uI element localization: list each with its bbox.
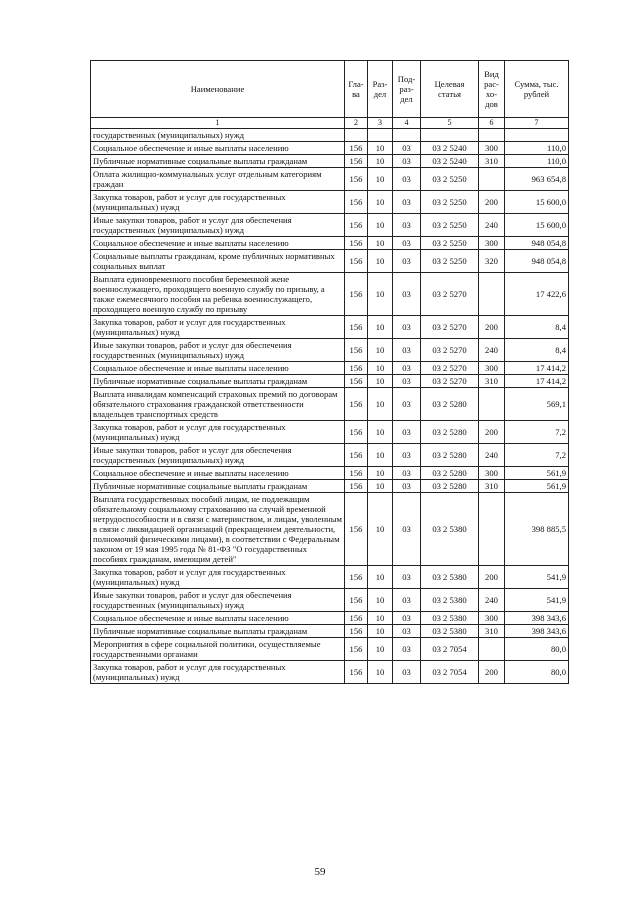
cell-sum: 80,0 [505,638,569,661]
cell-razdel: 10 [368,480,393,493]
cell-name: Публичные нормативные социальные выплаты гражданам [91,155,345,168]
table-row [91,142,569,155]
cell-target: 03 2 5280 [421,421,479,444]
cell-expense: 300 [479,362,505,375]
header-name: Наименование [91,61,345,118]
cell-expense: 200 [479,316,505,339]
table-row [91,493,569,566]
cell-podrazdel: 03 [393,421,421,444]
cell-name: Иные закупки товаров, работ и услуг для обеспечения государственных (муниципальных) нужд [91,589,345,612]
cell-razdel: 10 [368,250,393,273]
cell-target: 03 2 5250 [421,250,479,273]
cell-name: Социальное обеспечение и иные выплаты населению [91,362,345,375]
cell-razdel: 10 [368,638,393,661]
header-razdel: Раз-дел [368,61,393,118]
cell-razdel: 10 [368,155,393,168]
cell-name: Публичные нормативные социальные выплаты гражданам [91,480,345,493]
cell-target: 03 2 5250 [421,237,479,250]
cell-podrazdel: 03 [393,493,421,566]
cell-razdel: 10 [368,661,393,684]
cell-glava: 156 [345,444,368,467]
cell-name: Иные закупки товаров, работ и услуг для обеспечения государственных (муниципальных) нужд [91,339,345,362]
cell-sum: 8,4 [505,339,569,362]
cell-expense: 320 [479,250,505,273]
cell-target: 03 2 5250 [421,191,479,214]
cell-target: 03 2 5250 [421,168,479,191]
cell-podrazdel: 03 [393,237,421,250]
cell-razdel: 10 [368,316,393,339]
cell-target: 03 2 5270 [421,362,479,375]
cell-target: 03 2 5380 [421,589,479,612]
cell-name: Социальное обеспечение и иные выплаты населению [91,612,345,625]
table-row [91,589,569,612]
cell-sum: 948 054,8 [505,250,569,273]
cell-podrazdel: 03 [393,316,421,339]
cell-expense [479,493,505,566]
cell-target: 03 2 5240 [421,142,479,155]
cell-glava: 156 [345,480,368,493]
cell-razdel: 10 [368,421,393,444]
cell-name: Оплата жилищно-коммунальных услуг отдельным категориям граждан [91,168,345,191]
cell-sum: 948 054,8 [505,237,569,250]
cell-name: Закупка товаров, работ и услуг для государственных (муниципальных) нужд [91,661,345,684]
cell-podrazdel: 03 [393,566,421,589]
cell-podrazdel: 03 [393,589,421,612]
cell-sum: 17 414,2 [505,362,569,375]
cell-target: 03 2 5270 [421,375,479,388]
cell-podrazdel: 03 [393,273,421,316]
table-row [91,444,569,467]
cell-expense [479,129,505,142]
cell-target: 03 2 7054 [421,661,479,684]
cell-name: Социальное обеспечение и иные выплаты населению [91,237,345,250]
cell-expense: 200 [479,566,505,589]
table-row [91,480,569,493]
header-sum: Сумма, тыс. рублей [505,61,569,118]
cell-razdel: 10 [368,375,393,388]
cell-name: Социальные выплаты гражданам, кроме публичных нормативных социальных выплат [91,250,345,273]
header-expense: Вид рас-хо-дов [479,61,505,118]
cell-expense: 300 [479,142,505,155]
cell-expense: 310 [479,625,505,638]
cell-razdel: 10 [368,625,393,638]
cell-expense [479,638,505,661]
cell-glava: 156 [345,339,368,362]
cell-glava: 156 [345,493,368,566]
cell-name: Иные закупки товаров, работ и услуг для обеспечения государственных (муниципальных) нужд [91,444,345,467]
table-row [91,237,569,250]
column-number: 3 [368,118,393,129]
cell-podrazdel: 03 [393,444,421,467]
cell-name: Мероприятия в сфере социальной политики, осуществляемые государственными органами [91,638,345,661]
cell-glava: 156 [345,661,368,684]
cell-name: Социальное обеспечение и иные выплаты населению [91,142,345,155]
cell-razdel: 10 [368,444,393,467]
cell-podrazdel: 03 [393,155,421,168]
cell-sum: 110,0 [505,155,569,168]
cell-name: Закупка товаров, работ и услуг для государственных (муниципальных) нужд [91,566,345,589]
table-body [91,129,569,684]
cell-name: Выплата инвалидам компенсаций страховых премий по договорам обязательного страхования гражданской ответственности владельцев транспортных средств [91,388,345,421]
cell-sum: 541,9 [505,589,569,612]
cell-podrazdel: 03 [393,362,421,375]
cell-name: Социальное обеспечение и иные выплаты населению [91,467,345,480]
page-number: 59 [314,866,326,878]
cell-sum: 80,0 [505,661,569,684]
cell-podrazdel: 03 [393,638,421,661]
cell-podrazdel: 03 [393,625,421,638]
cell-target: 03 2 5280 [421,467,479,480]
cell-glava: 156 [345,142,368,155]
cell-target: 03 2 5270 [421,273,479,316]
cell-name: Выплата единовременного пособия беременной жене военнослужащего, проходящего военную службу по призыву, а также ежемесячного пособия на ребенка военнослужащего, проходящего военную службу по призыву [91,273,345,316]
cell-glava: 156 [345,625,368,638]
table-row [91,155,569,168]
cell-glava: 156 [345,237,368,250]
cell-expense: 240 [479,339,505,362]
cell-podrazdel: 03 [393,191,421,214]
column-number-row [91,118,569,129]
cell-expense: 200 [479,191,505,214]
cell-glava [345,129,368,142]
cell-glava: 156 [345,467,368,480]
cell-sum: 541,9 [505,566,569,589]
cell-sum: 963 654,8 [505,168,569,191]
table-row [91,168,569,191]
cell-expense: 240 [479,589,505,612]
cell-sum: 15 600,0 [505,214,569,237]
cell-glava: 156 [345,566,368,589]
cell-podrazdel: 03 [393,339,421,362]
column-number: 4 [393,118,421,129]
table-row [91,362,569,375]
cell-podrazdel: 03 [393,480,421,493]
cell-razdel [368,129,393,142]
cell-expense: 310 [479,480,505,493]
cell-target: 03 2 5270 [421,339,479,362]
cell-name: Публичные нормативные социальные выплаты гражданам [91,375,345,388]
budget-table [90,60,569,684]
cell-podrazdel: 03 [393,612,421,625]
cell-target: 03 2 5280 [421,444,479,467]
cell-glava: 156 [345,638,368,661]
cell-razdel: 10 [368,362,393,375]
table-row [91,612,569,625]
table-row [91,129,569,142]
cell-razdel: 10 [368,142,393,155]
cell-razdel: 10 [368,467,393,480]
cell-expense: 310 [479,375,505,388]
cell-glava: 156 [345,214,368,237]
cell-name: Публичные нормативные социальные выплаты гражданам [91,625,345,638]
cell-expense: 200 [479,421,505,444]
cell-name: Закупка товаров, работ и услуг для государственных (муниципальных) нужд [91,421,345,444]
cell-sum [505,129,569,142]
cell-sum: 8,4 [505,316,569,339]
cell-razdel: 10 [368,214,393,237]
header-target: Целевая статья [421,61,479,118]
cell-expense: 240 [479,444,505,467]
cell-podrazdel: 03 [393,250,421,273]
cell-name: Закупка товаров, работ и услуг для государственных (муниципальных) нужд [91,191,345,214]
table-row [91,273,569,316]
cell-glava: 156 [345,421,368,444]
header-podrazdel: Под-раз-дел [393,61,421,118]
cell-sum: 398 343,6 [505,612,569,625]
cell-podrazdel: 03 [393,168,421,191]
cell-sum: 7,2 [505,444,569,467]
header-row [91,61,569,118]
column-number: 7 [505,118,569,129]
table-row [91,191,569,214]
cell-sum: 561,9 [505,480,569,493]
cell-target: 03 2 5250 [421,214,479,237]
cell-name: Иные закупки товаров, работ и услуг для обеспечения государственных (муниципальных) нужд [91,214,345,237]
cell-razdel: 10 [368,273,393,316]
table-row [91,388,569,421]
cell-sum: 15 600,0 [505,191,569,214]
cell-sum: 398 343,6 [505,625,569,638]
cell-expense [479,388,505,421]
cell-podrazdel: 03 [393,375,421,388]
cell-glava: 156 [345,273,368,316]
cell-expense: 240 [479,214,505,237]
cell-expense: 300 [479,467,505,480]
cell-target: 03 2 7054 [421,638,479,661]
cell-sum: 17 414,2 [505,375,569,388]
cell-podrazdel [393,129,421,142]
cell-glava: 156 [345,388,368,421]
table-row [91,421,569,444]
cell-expense: 200 [479,661,505,684]
table-row [91,375,569,388]
column-number: 5 [421,118,479,129]
table-row [91,467,569,480]
table-row [91,566,569,589]
cell-target: 03 2 5380 [421,612,479,625]
cell-razdel: 10 [368,168,393,191]
cell-expense: 300 [479,237,505,250]
cell-glava: 156 [345,250,368,273]
table-row [91,316,569,339]
cell-razdel: 10 [368,493,393,566]
cell-glava: 156 [345,362,368,375]
cell-sum: 17 422,6 [505,273,569,316]
cell-expense [479,168,505,191]
table-row [91,339,569,362]
cell-target: 03 2 5280 [421,388,479,421]
cell-target: 03 2 5270 [421,316,479,339]
cell-target: 03 2 5380 [421,493,479,566]
cell-glava: 156 [345,375,368,388]
cell-target: 03 2 5280 [421,480,479,493]
cell-razdel: 10 [368,191,393,214]
table-row [91,250,569,273]
column-number: 1 [91,118,345,129]
cell-razdel: 10 [368,589,393,612]
cell-target: 03 2 5380 [421,566,479,589]
cell-razdel: 10 [368,388,393,421]
cell-expense: 300 [479,612,505,625]
table-row [91,625,569,638]
cell-target: 03 2 5240 [421,155,479,168]
cell-glava: 156 [345,316,368,339]
cell-expense: 310 [479,155,505,168]
cell-glava: 156 [345,589,368,612]
cell-name: Закупка товаров, работ и услуг для государственных (муниципальных) нужд [91,316,345,339]
cell-podrazdel: 03 [393,467,421,480]
column-number: 6 [479,118,505,129]
cell-name: Выплата государственных пособий лицам, не подлежащим обязательному социальному страхованию на случай временной нетрудоспособности и в связи с материнством, и лицам, уволенным в связи с ликвидацией организаций (прекращением деятельности, полномочий физическими лицами), в соответствии с Федеральным законом от 19 мая 1995 года № 81-ФЗ "О государственных пособиях гражданам, имеющим детей" [91,493,345,566]
cell-razdel: 10 [368,612,393,625]
cell-sum: 7,2 [505,421,569,444]
cell-podrazdel: 03 [393,661,421,684]
table-row [91,661,569,684]
header-glava: Гла-ва [345,61,368,118]
cell-razdel: 10 [368,566,393,589]
cell-target [421,129,479,142]
cell-podrazdel: 03 [393,214,421,237]
cell-target: 03 2 5380 [421,625,479,638]
column-number: 2 [345,118,368,129]
cell-glava: 156 [345,612,368,625]
cell-sum: 110,0 [505,142,569,155]
cell-glava: 156 [345,155,368,168]
table-row [91,214,569,237]
cell-name: государственных (муниципальных) нужд [91,129,345,142]
cell-podrazdel: 03 [393,388,421,421]
cell-sum: 561,9 [505,467,569,480]
cell-sum: 569,1 [505,388,569,421]
table-row [91,638,569,661]
cell-razdel: 10 [368,237,393,250]
cell-sum: 398 885,5 [505,493,569,566]
cell-glava: 156 [345,168,368,191]
cell-razdel: 10 [368,339,393,362]
cell-glava: 156 [345,191,368,214]
cell-podrazdel: 03 [393,142,421,155]
cell-expense [479,273,505,316]
